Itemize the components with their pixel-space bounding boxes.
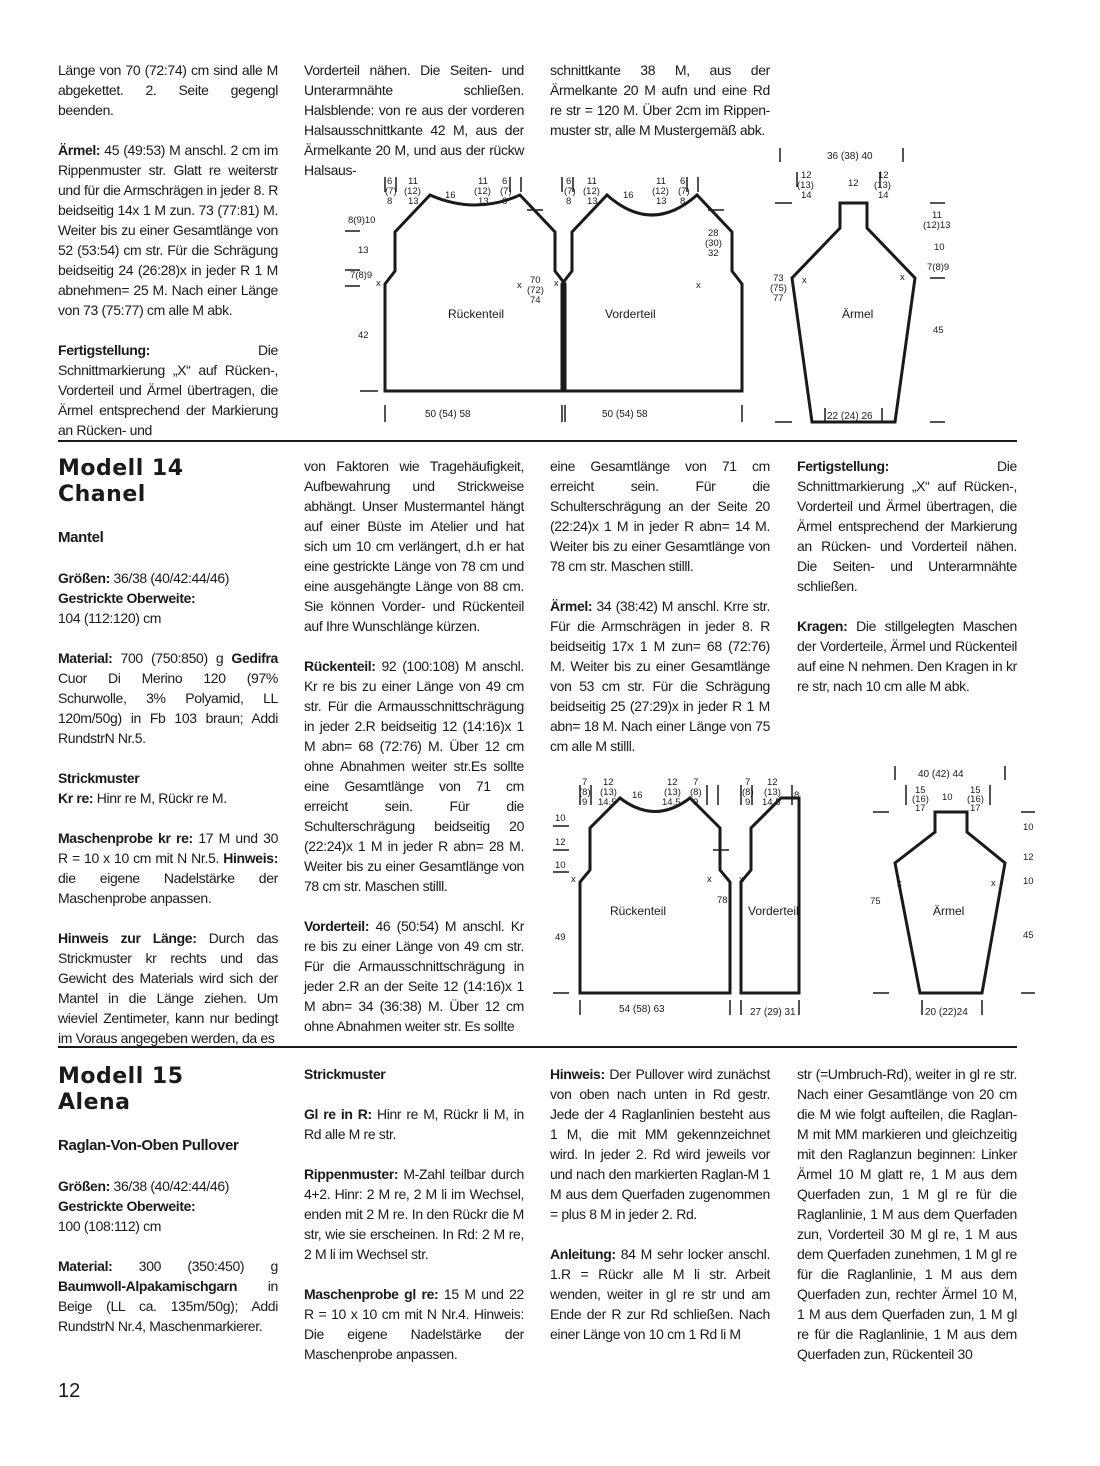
m14-dim-145f: 14,5 <box>762 797 781 808</box>
m14-dim-16s: (16) <box>912 794 929 805</box>
m14-dim-17r: 17 <box>970 803 981 814</box>
m14-dim-12c: 12 <box>1023 852 1034 863</box>
modell14-gauge: Maschenprobe kr re: 17 M und 30 R = 10 x 10 cm mit N Nr.5. Hinweis: die eigene Nadelstärke der Maschenprobe anpassen. <box>58 830 279 906</box>
top-col2-p1: Vorderteil nähen. Die Seiten- und Unterarmnähte schließen. Halsblende: von re aus der vorderen Halsausschnittkante 42 M, aus der Ärmelkante 20 M, und aus der rückw Halsaus- <box>304 62 524 178</box>
m14-dim-12r: 12 <box>667 777 678 788</box>
dim-74: 74 <box>530 295 541 306</box>
dim-12-r: (12) <box>474 186 491 197</box>
modell14-sleeve: Ärmel: 34 (38:42) M anschl. Krre str. Für die Armschrägen in jeder 8. R beidseitig 17x 1 M zun= 68 (72:76) M. Weiter bis zu einer Gesamtlänge von 53 cm str. Für die Schrägung beidseitig 25 (27:29)x in jeder R 1 M abn= 18 M. Nach einer Länge von 75 cm alle M stilll. <box>550 598 770 754</box>
m14-dim-10c: 10 <box>1023 822 1034 833</box>
m14-dim-15r: 15 <box>970 785 981 796</box>
dim-13: 13 <box>358 245 369 256</box>
dim-75: (75) <box>770 283 787 294</box>
dim-6-fr: 6 <box>680 176 686 187</box>
m14-sleeve-label: Ärmel <box>933 904 965 918</box>
dim-7-fr: (7) <box>678 186 690 197</box>
dim-13-f: 13 <box>587 196 598 207</box>
modell14-front: Vorderteil: 46 (50:54) M anschl. Kr re bis zu einer Länge von 49 cm str. Für die Armausschnittschrägung in jeder 2.R an der Seite 12 (14:16)x 1 M abn= 34 (36:38) M. Über 12 cm ohne Abnahmen weiter str. Es sollte <box>304 918 524 1034</box>
modell14-schematic-diagram <box>545 760 1035 1022</box>
dim-7-f: (7) <box>564 186 576 197</box>
m14-sleeve-top: 40 (42) 44 <box>918 769 964 780</box>
m14-dim-8r: (8) <box>690 787 702 798</box>
m14-dim-7f: 7 <box>745 777 751 788</box>
dim-7-r: (7) <box>500 186 512 197</box>
dim-30: (30) <box>705 238 722 249</box>
m14-back-label: Rückenteil <box>610 904 667 918</box>
dim-6-r: 6 <box>502 176 508 187</box>
modell14-col-2 <box>304 456 524 1056</box>
modell14-material: Material: 700 (750:850) g Gedifra Cuor Di Merino 120 (97% Schurwolle, 3% Polyamid, LL 120m/50g) in Fb 103 braun; Addi RundstrN Nr.5. <box>58 650 278 746</box>
m14-dim-145r: 14,5 <box>662 797 681 808</box>
m14-mark-x-5: x <box>991 878 996 889</box>
modell15-continued: str (=Umbruch-Rd), weiter in gl re str. Nach einer Gesamtlänge von 20 cm die M wie folgt aufteilen, die Raglan-M mit MM markieren und gleichzeitig mit den Raglanzun beginnen: Linker Ärmel 10 M glatt re, 1 M aus dem Querfaden zun, 1 M gl re für die Raglanlinie, 1 M aus dem Querfaden zun, Vorderteil 30 M gl re, 1 M aus dem Querfaden zunehmen, 1 M gl re für die Raglanlinie, 1 M aus dem Querfaden zun, rechter Ärmel 10 M, 1 M aus dem Querfaden zun, 1 M gl re für die Raglanlinie, 1 M aus dem Querfaden zun, Rückenteil 30 <box>797 1066 1017 1362</box>
top-schematic-diagram <box>330 140 1030 435</box>
mark-x-4: x <box>696 280 701 291</box>
m14-dim-10b: 10 <box>555 860 566 871</box>
dim-13-r: 13 <box>478 196 489 207</box>
top-front-width: 50 (54) 58 <box>602 409 648 420</box>
m14-dim-145: 14,5 <box>598 797 617 808</box>
m14-dim-13f: (13) <box>764 787 781 798</box>
modell15-hint: Hinweis: Der Pullover wird zunächst von oben nach unten in Rd gestr. Jede der 4 Raglanlinien besteht aus 1 M, die mit MM gekennzeichnet wird. In jeder 2. Rd wird jeweils vor und nach den markierten Raglan-M 1 M aus dem Querfaden zugenommen = plus 8 M in jeder 2. Rd. <box>550 1066 770 1222</box>
dim-28: 28 <box>708 228 719 239</box>
m14-dim-13: (13) <box>600 787 617 798</box>
modell15-col-1 <box>58 1064 278 1356</box>
m14-dim-9: 9 <box>582 797 588 808</box>
modell15-sizes: Größen: 36/38 (40/42:44/46) Gestrickte Oberweite: 100 (108:112) cm <box>58 1178 230 1234</box>
dim-13-fr: 13 <box>656 196 667 207</box>
mark-x-3: x <box>554 278 559 289</box>
m14-dim-7: 7 <box>582 777 588 788</box>
modell14-col3-p1: eine Gesamtlänge von 71 cm erreicht sein. Für die Schulterschrägung an der Seite 20 (22:24)x 1 M in jeder R abn= 14 M. Weiter bis zu einer Gesamtlänge von 78 cm str. Maschen stilll. <box>550 458 770 574</box>
dim-13s: (13) <box>797 180 814 191</box>
m14-mark-x-1: x <box>571 874 576 885</box>
modell15-rib: Rippenmuster: M-Zahl teilbar durch 4+2. Hinr: 2 M re, 2 M li im Wechsel, enden mit 2 M re. In den Rückr die M str, wie sie erscheinen. In Rd: 2 M re, 2 M li im Wechsel str. <box>304 1166 524 1262</box>
dim-32: 32 <box>708 248 719 259</box>
dim-12-f: (12) <box>583 186 600 197</box>
m14-front-width: 27 (29) 31 <box>750 1007 796 1018</box>
dim-77: 77 <box>773 293 784 304</box>
mark-x-1: x <box>376 278 381 289</box>
dim-8-r: 8 <box>502 196 508 207</box>
modell14-collar: Kragen: Die stillgelegten Maschen der Vorderteile, Ärmel und Rückenteil auf eine N nehmen. Den Kragen in kr re str, nach 10 cm alle M abk. <box>797 618 1017 694</box>
dim-11-r: 11 <box>478 176 488 187</box>
dim-11r: 11 <box>932 210 942 221</box>
m14-dim-9r: 9 <box>693 797 699 808</box>
m14-dim-17: 17 <box>915 803 926 814</box>
modell15-pattern-heading: Strickmuster <box>304 1066 386 1082</box>
m14-front-piece <box>741 798 799 993</box>
modell15-col-2 <box>304 1064 524 1384</box>
m14-front-label: Vorderteil <box>748 904 799 918</box>
m14-dim-8r-front: 8 <box>794 790 800 801</box>
m14-back-width: 54 (58) 63 <box>619 1004 665 1015</box>
modell14-title-line2: Chanel <box>58 482 146 507</box>
top-front-label: Vorderteil <box>605 307 656 321</box>
dim-8-9-10: 8(9)10 <box>348 215 376 226</box>
m14-dim-10mid: 10 <box>942 792 953 803</box>
m14-dim-10a: 10 <box>555 813 566 824</box>
dim-11: 11 <box>408 176 418 187</box>
m14-dim-78: 78 <box>717 895 728 906</box>
m14-dim-7r: 7 <box>693 777 699 788</box>
m14-dim-8f: (8) <box>742 787 754 798</box>
m14-sleeve-width: 20 (22)24 <box>925 1007 968 1018</box>
top-sleeve-top-width: 36 (38) 40 <box>827 151 873 162</box>
dim-73: 73 <box>773 273 784 284</box>
dim-13s-r: (13) <box>874 180 891 191</box>
dim-13b: 13 <box>408 196 419 207</box>
dim-12mid: 12 <box>848 178 859 189</box>
dim-7r: 7(8)9 <box>927 262 950 273</box>
dim-6-f: 6 <box>566 176 572 187</box>
top-col3-p1: schnittkante 38 M, aus der Ärmelkante 20 M aufn und eine Rd re str = 120 M. Über 2cm im Rippen-muster str, alle M Mustergemäß abk. <box>550 62 770 138</box>
m14-dim-15: 15 <box>915 785 926 796</box>
dim-6: 6 <box>387 176 393 187</box>
dim-7: (7) <box>385 186 397 197</box>
top-back-label: Rückenteil <box>448 307 505 321</box>
modell15-title-line1: Modell 15 <box>58 1064 184 1089</box>
mark-x-5: x <box>802 275 807 286</box>
m14-dim-8: (8) <box>579 787 591 798</box>
modell14-title <box>58 456 278 508</box>
top-col1-p2: Ärmel: 45 (49:53) M anschl. 2 cm im Rippenmuster str. Glatt re weiterstr und für die Armschrägen in jeder 8. R beidseitig 14x 1 M zun. 73 (77:81) M. Weiter bis zu einer Gesamtlänge von 52 (53:54) cm str. Für die Schrägung beidseitig 24 (26:28)x in jeder R 1 M abnehmen= 25 M. Nach einer Länge von 73 (75:77) cm alle M abk. <box>58 142 278 318</box>
m14-dim-75: 75 <box>870 896 881 907</box>
modell15-title-line2: Alena <box>58 1090 131 1115</box>
dim-12: (12) <box>404 186 421 197</box>
mark-x-6: x <box>900 272 905 283</box>
modell15-gl-re: Gl re in R: Hinr re M, Rückr li M, in Rd alle M re str. <box>304 1106 524 1142</box>
m14-dim-13r: (13) <box>664 787 681 798</box>
section-divider-1 <box>58 440 1017 442</box>
modell14-col-4 <box>797 456 1017 716</box>
modell15-material: Material: 300 (350:450) g Baumwoll-Alpakamischgarn in Beige (LL ca. 135m/50g); Addi RundstrN Nr.4, Maschenmarkierer. <box>58 1258 278 1334</box>
modell15-col-4 <box>797 1064 1017 1384</box>
modell14-title-line1: Modell 14 <box>58 456 184 481</box>
modell14-sizes: Größen: 36/38 (40/42:44/46) Gestrickte Oberweite: 104 (112:120) cm <box>58 570 230 626</box>
top-sleeve-width: 22 (24) 26 <box>827 411 873 422</box>
m14-dim-10d: 10 <box>1023 876 1034 887</box>
modell15-title <box>58 1064 278 1116</box>
page-number: 12 <box>58 1380 81 1402</box>
modell14-finishing: Fertigstellung: Die Schnittmarkierung „X“ auf Rücken-, Vorderteil und Ärmel übertragen, die Ärmel entsprechend der Markierung an Rücken- und Vorderteil nähen. Die Seiten- und Unterarmnähte schließen. <box>797 458 1017 594</box>
dim-7-8-9: 7(8)9 <box>350 270 373 281</box>
dim-72: (72) <box>527 285 544 296</box>
top-front-piece <box>562 195 742 391</box>
dim-12r: (12)13 <box>923 220 951 231</box>
dim-12s: 12 <box>801 170 812 181</box>
dim-70: 70 <box>530 275 541 286</box>
m14-dim-12f: 12 <box>767 777 778 788</box>
modell14-pattern: Strickmuster Kr re: Hinr re M, Rückr re M. <box>58 770 227 806</box>
m14-dim-16: 16 <box>632 790 643 801</box>
top-col1-p1: Länge von 70 (72:74) cm sind alle M abgekettet. 2. Seite gegengl beenden. <box>58 62 278 118</box>
dim-14s-r: 14 <box>878 190 889 201</box>
m14-sleeve-piece <box>895 812 1005 993</box>
dim-12s-r: 12 <box>878 170 889 181</box>
modell15-instructions: Anleitung: 84 M sehr locker anschl. 1.R = Rückr alle M li str. Arbeit wenden, weiter in gl re str und am Ende der R zur Rd schließen. Nach einer Länge von 10 cm 1 Rd li M <box>550 1246 770 1342</box>
mark-x-2: x <box>517 280 522 291</box>
modell14-length-note: Hinweis zur Länge: Durch das Strickmuster kr rechts und das Gewicht des Materials wird sich der Mantel in die Länge ziehen. Um wieviel Zentimeter, kann nur bedingt im Voraus angegeben werden, da es <box>58 930 278 1046</box>
dim-8-f: 8 <box>566 196 572 207</box>
dim-11-fr: 11 <box>656 176 666 187</box>
m14-dim-9f: 9 <box>745 797 751 808</box>
m14-dim-45: 45 <box>1023 930 1034 941</box>
dim-16-front: 16 <box>623 190 634 201</box>
modell14-col2-p1: von Faktoren wie Tragehäufigkeit, Aufbewahrung und Strickweise abhängt. Unser Mustermantel hängt auf einer Büste im Atelier und hat sich um 10 cm verlängert, d.h er hat eine gestrickte Länge von 78 cm und eine ausgehängte Länge von 88 cm. Sie können Vorder- und Rückenteil auf Ihre Wunschlänge kürzen. <box>304 458 524 634</box>
dim-8-fr: 8 <box>680 196 686 207</box>
modell15-subtitle: Raglan-Von-Oben Pullover <box>58 1137 239 1154</box>
top-sleeve-label: Ärmel <box>842 307 874 321</box>
dim-11-f: 11 <box>587 176 597 187</box>
m14-dim-49: 49 <box>555 932 566 943</box>
m14-dim-12: 12 <box>603 777 614 788</box>
top-col1-p3: Fertigstellung: Die Schnittmarkierung „X“ auf Rücken-, Vorderteil und Ärmel übertragen, die Ärmel entsprechend der Markierung an Rücken- und <box>58 342 278 438</box>
m14-mark-x-4: x <box>897 878 902 889</box>
m14-mark-x-3: x <box>739 874 744 885</box>
top-col-1 <box>58 60 278 460</box>
modell14-col-1 <box>58 456 278 1068</box>
dim-16-back: 16 <box>445 190 456 201</box>
dim-42: 42 <box>358 330 369 341</box>
modell14-back: Rückenteil: 92 (100:108) M anschl. Kr re bis zu einer Länge von 49 cm str. Für die Armausschnittschrägung in jeder 2.R beidseitig 12 (14:16)x 1 M abn= 68 (72:76) M. Über 12 cm ohne Abnahmen weiter str.Es sollte eine Gesamtlänge von 71 cm erreicht sein. Für die Schulterschrägung beidseitig 20 (22:24)x 1 M in jeder R abn= 28 M. Weiter bis zu einer Gesamtlänge von 78 cm str. Maschen stilll. <box>304 658 524 894</box>
modell14-col-3 <box>550 456 770 776</box>
m14-back-piece <box>580 798 730 993</box>
m14-dim-16sr: (16) <box>967 794 984 805</box>
dim-10r: 10 <box>934 242 945 253</box>
dim-45: 45 <box>933 325 944 336</box>
m14-mark-x-2: x <box>707 874 712 885</box>
dim-8: 8 <box>387 196 393 207</box>
dim-12-fr: (12) <box>652 186 669 197</box>
modell15-gauge: Maschenprobe gl re: 15 M und 22 R = 10 x 10 cm mit N Nr.4. Hinweis: Die eigene Nadelstärke der Maschenprobe anpassen. <box>304 1286 524 1362</box>
m14-dim-12a: 12 <box>555 837 566 848</box>
modell14-subtitle: Mantel <box>58 529 104 546</box>
modell15-col-3 <box>550 1064 770 1364</box>
dim-14s: 14 <box>801 190 812 201</box>
top-back-width: 50 (54) 58 <box>425 409 471 420</box>
section-divider-2 <box>58 1046 1017 1048</box>
